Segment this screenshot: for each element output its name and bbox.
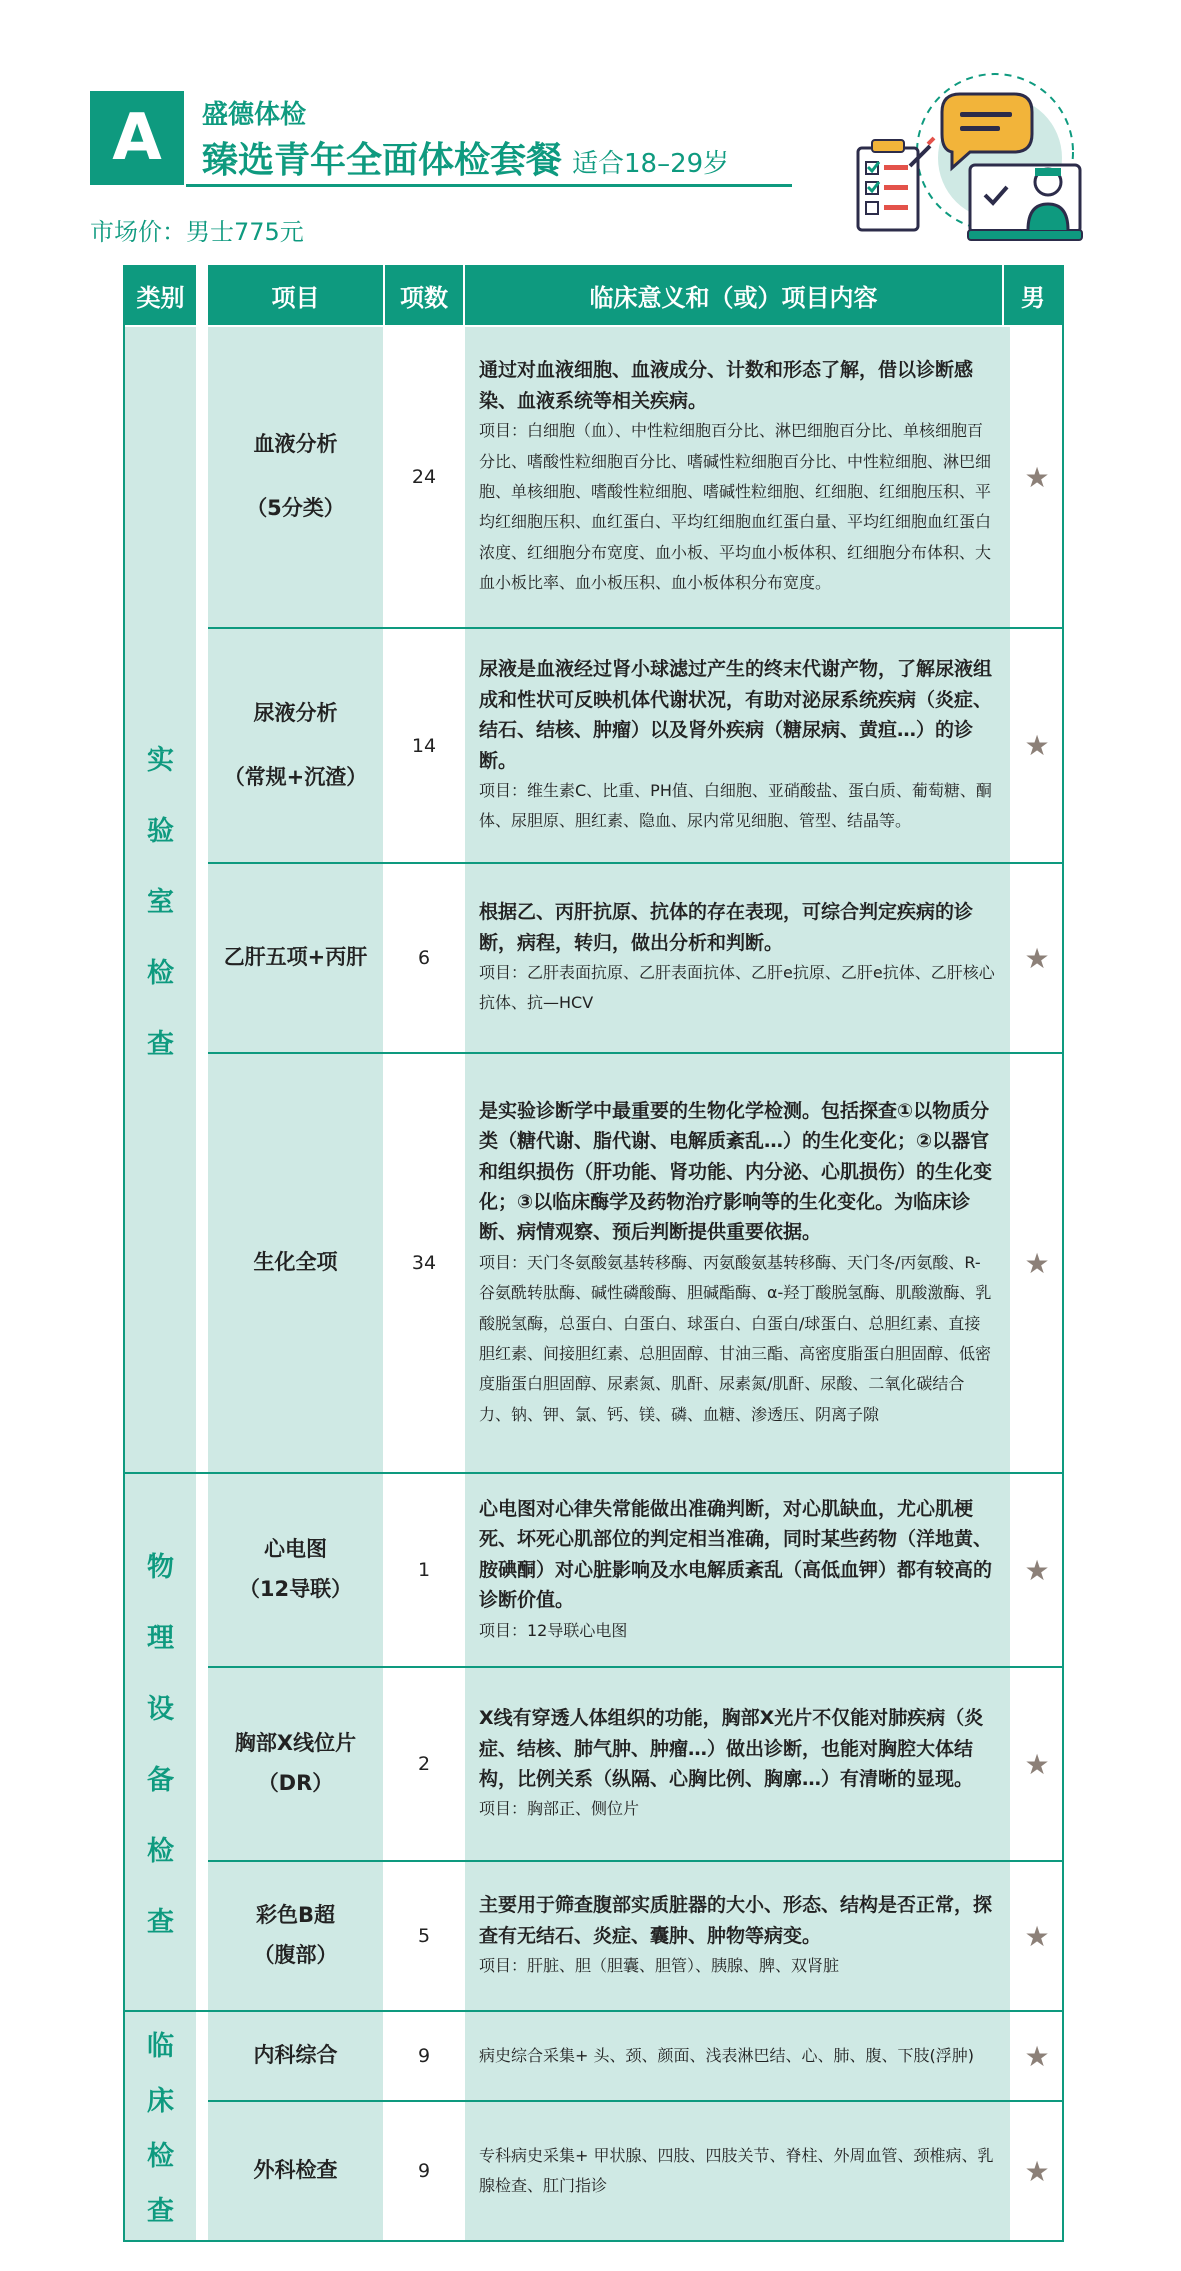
category-char: 检 — [147, 2141, 174, 2172]
item-name — [208, 1862, 383, 2010]
table-row — [208, 1054, 1062, 1474]
item-count: 2 — [385, 1668, 463, 1860]
star-icon: ★ — [1012, 1054, 1062, 1472]
star-icon: ★ — [1012, 2012, 1062, 2100]
category-char: 实 — [147, 745, 174, 776]
item-name-line: 胸部X线位片 — [234, 1731, 357, 1756]
category-char: 物 — [147, 1552, 174, 1583]
item-name — [208, 1668, 383, 1860]
item-name-line: （常规+沉渣） — [223, 764, 368, 789]
item-count: 34 — [385, 1054, 463, 1472]
item-count: 14 — [385, 629, 463, 862]
description-main: 通过对血液细胞、血液成分、计数和形态了解，借以诊断感染、血液系统等相关疾病。 — [479, 359, 974, 412]
star-icon: ★ — [1012, 2102, 1062, 2240]
description-items: 专科病史采集+ 甲状腺、四肢、四肢关节、脊柱、外周血管、颈椎病、乳腺检查、肛门指诊 — [479, 2145, 994, 2195]
item-description — [465, 1862, 1010, 2010]
item-name — [208, 629, 383, 862]
category-char: 床 — [147, 2086, 174, 2117]
item-name — [208, 2012, 383, 2100]
package-title — [202, 132, 729, 183]
table-border — [1062, 265, 1064, 2242]
table-divider — [123, 2010, 208, 2012]
item-name-line: （DR） — [257, 1771, 334, 1795]
item-name-line: 外科检查 — [253, 2158, 338, 2183]
item-description — [465, 864, 1010, 1052]
package-subtitle: 适合18–29岁 — [572, 149, 730, 179]
star-icon: ★ — [1012, 1668, 1062, 1860]
header-category: 类别 — [125, 265, 196, 325]
description-items: 项目：胸部正、侧位片 — [479, 1799, 640, 1819]
item-name — [208, 2102, 383, 2240]
item-name-line: 心电图 — [264, 1537, 327, 1562]
item-description — [465, 1474, 1010, 1666]
item-name-line: 彩色B超 — [255, 1903, 335, 1928]
item-description — [465, 1054, 1010, 1472]
item-count: 6 — [385, 864, 463, 1052]
market-price: 市场价：男士775元 — [90, 218, 304, 246]
star-icon: ★ — [1012, 864, 1062, 1052]
description-main: 主要用于筛查腹部实质脏器的大小、形态、结构是否正常，探查有无结石、炎症、囊肿、肿物等病变。 — [479, 1894, 993, 1947]
table-row — [208, 1474, 1062, 1668]
star-icon: ★ — [1012, 1862, 1062, 2010]
description-main: 心电图对心律失常能做出准确判断，对心肌缺血，尤心肌梗死、坏死心肌部位的判定相当准确，同时某些药物（洋地黄、胺碘酮）对心脏影响及水电解质紊乱（高低血钾）都有较高的诊断价值。 — [479, 1498, 993, 1612]
doctor-monitor-icon — [968, 165, 1082, 240]
title-underline — [186, 184, 792, 187]
item-name — [208, 1474, 383, 1666]
package-badge: A — [90, 91, 184, 185]
category-clinical-exam — [125, 2012, 196, 2240]
item-name — [208, 327, 383, 627]
item-count: 9 — [385, 2102, 463, 2240]
item-name-line: （12导联） — [238, 1577, 353, 1601]
description-main: X线有穿透人体组织的功能，胸部X光片不仅能对肺疾病（炎症、结核、肺气肿、肿瘤…）做出诊断，也能对胸腔大体结构，比例关系（纵隔、心胸比例、胸廓…）有清晰的显现。 — [479, 1707, 984, 1790]
description-items: 项目：维生素C、比重、PH值、白细胞、亚硝酸盐、蛋白质、葡萄糖、酮体、尿胆原、胆红素、隐血、尿内常见细胞、管型、结晶等。 — [479, 780, 992, 831]
table-row — [208, 629, 1062, 864]
checklist-icon — [858, 138, 934, 230]
star-icon: ★ — [1012, 1474, 1062, 1666]
category-lab-tests — [125, 327, 196, 1472]
item-count: 5 — [385, 1862, 463, 2010]
item-description — [465, 327, 1010, 627]
item-name — [208, 1054, 383, 1472]
description-items: 项目：乙肝表面抗原、乙肝表面抗体、乙肝e抗原、乙肝e抗体、乙肝核心抗体、抗—HCV — [479, 963, 995, 1013]
item-name-line: （5分类） — [246, 496, 345, 520]
item-name-line: 血液分析 — [253, 432, 338, 457]
star-icon: ★ — [1012, 327, 1062, 627]
description-main: 是实验诊断学中最重要的生物化学检测。包括探查①以物质分类（糖代谢、脂代谢、电解质紊乱…）的生化变化；②以器官和组织损伤（肝功能、肾功能、内分泌、心肌损伤）的生化变化；③以临床酶学及药物治疗影响等的生化变化。为临床诊断、病情观察、预后判断提供重要依据。 — [479, 1099, 993, 1244]
description-items: 病史综合采集+ 头、颈、颜面、浅表淋巴结、心、肺、腹、下肢(浮肿) — [479, 2045, 974, 2065]
table-row — [208, 327, 1062, 629]
item-count: 1 — [385, 1474, 463, 1666]
header-clinical-meaning: 临床意义和（或）项目内容 — [465, 265, 1002, 325]
category-char: 室 — [147, 887, 174, 918]
category-physical-equipment — [125, 1474, 196, 2010]
item-name-line: 乙肝五项+丙肝 — [223, 945, 368, 970]
table-row — [208, 2102, 1062, 2242]
medical-consult-illustration — [850, 70, 1100, 255]
item-description — [465, 2012, 1010, 2100]
item-description — [465, 1668, 1010, 1860]
brand-name: 盛德体检 — [202, 100, 307, 130]
category-char: 备 — [147, 1765, 174, 1796]
header-count: 项数 — [385, 265, 463, 325]
category-char: 查 — [147, 1907, 174, 1938]
table-row — [208, 1862, 1062, 2012]
star-icon: ★ — [1012, 629, 1062, 862]
package-title-text: 臻选青年全面体检套餐 — [202, 140, 563, 181]
description-items: 项目：肝脏、胆（胆囊、胆管）、胰腺、脾、双肾脏 — [479, 1956, 840, 1976]
item-name — [208, 864, 383, 1052]
table-row — [208, 2012, 1062, 2102]
header-male: 男 — [1004, 265, 1062, 325]
category-char: 临 — [147, 2031, 174, 2062]
category-char: 设 — [147, 1694, 174, 1725]
item-description — [465, 2102, 1010, 2240]
category-char: 检 — [147, 1836, 174, 1867]
item-count: 9 — [385, 2012, 463, 2100]
item-name-line: 生化全项 — [253, 1250, 338, 1275]
item-count: 24 — [385, 327, 463, 627]
description-items: 项目：白细胞（血）、中性粒细胞百分比、淋巴细胞百分比、单核细胞百分比、嗜酸性粒细胞百分比、嗜碱性粒细胞百分比、中性粒细胞、淋巴细胞、单核细胞、嗜酸性粒细胞、嗜碱性粒细胞、红细胞、红细胞压积、平均红细胞压积、血红蛋白、平均红细胞血红蛋白量、平均红细胞血红蛋白浓度、红细胞分布宽度、血小板、平均血小板体积、红细胞分布体积、大血小板比率、血小板压积、血小板体积分布宽度。 — [479, 421, 992, 593]
table-row — [208, 1668, 1062, 1862]
description-items: 项目：天门冬氨酸氨基转移酶、丙氨酸氨基转移酶、天门冬/丙氨酸、R-谷氨酰转肽酶、碱性磷酸酶、胆碱酯酶、α-羟丁酸脱氢酶、肌酸激酶、乳酸脱氢酶，总蛋白、白蛋白、球蛋白、白蛋白/球蛋白、总胆红素、直接胆红素、间接胆红素、总胆固醇、甘油三酯、高密度脂蛋白胆固醇、低密度脂蛋白胆固醇、尿素氮、肌酐、尿素氮/肌酐、尿酸、二氧化碳结合力、钠、钾、氯、钙、镁、磷、血糖、渗透压、阴离子隙 — [479, 1252, 992, 1424]
category-char: 验 — [147, 816, 174, 847]
item-description — [465, 629, 1010, 862]
category-char: 查 — [147, 1029, 174, 1060]
description-main: 尿液是血液经过肾小球滤过产生的终末代谢产物，了解尿液组成和性状可反映机体代谢状况，有助对泌尿系统疾病（炎症、结石、结核、肿瘤）以及肾外疾病（糖尿病、黄疸…）的诊断。 — [479, 658, 993, 772]
table-row — [208, 864, 1062, 1054]
category-char: 查 — [147, 2196, 174, 2227]
item-name-line: （腹部） — [253, 1943, 338, 1967]
category-char: 检 — [147, 958, 174, 989]
table-bottom-border — [123, 2240, 1064, 2242]
description-items: 项目：12导联心电图 — [479, 1620, 628, 1640]
category-char: 理 — [147, 1623, 174, 1654]
description-main: 根据乙、丙肝抗原、抗体的存在表现，可综合判定疾病的诊断，病程，转归，做出分析和判断。 — [479, 901, 974, 954]
item-name-line: 内科综合 — [253, 2043, 338, 2068]
header-item: 项目 — [208, 265, 383, 325]
table-border — [123, 265, 125, 2242]
table-divider — [123, 1472, 208, 1474]
item-name-line: 尿液分析 — [253, 700, 338, 725]
